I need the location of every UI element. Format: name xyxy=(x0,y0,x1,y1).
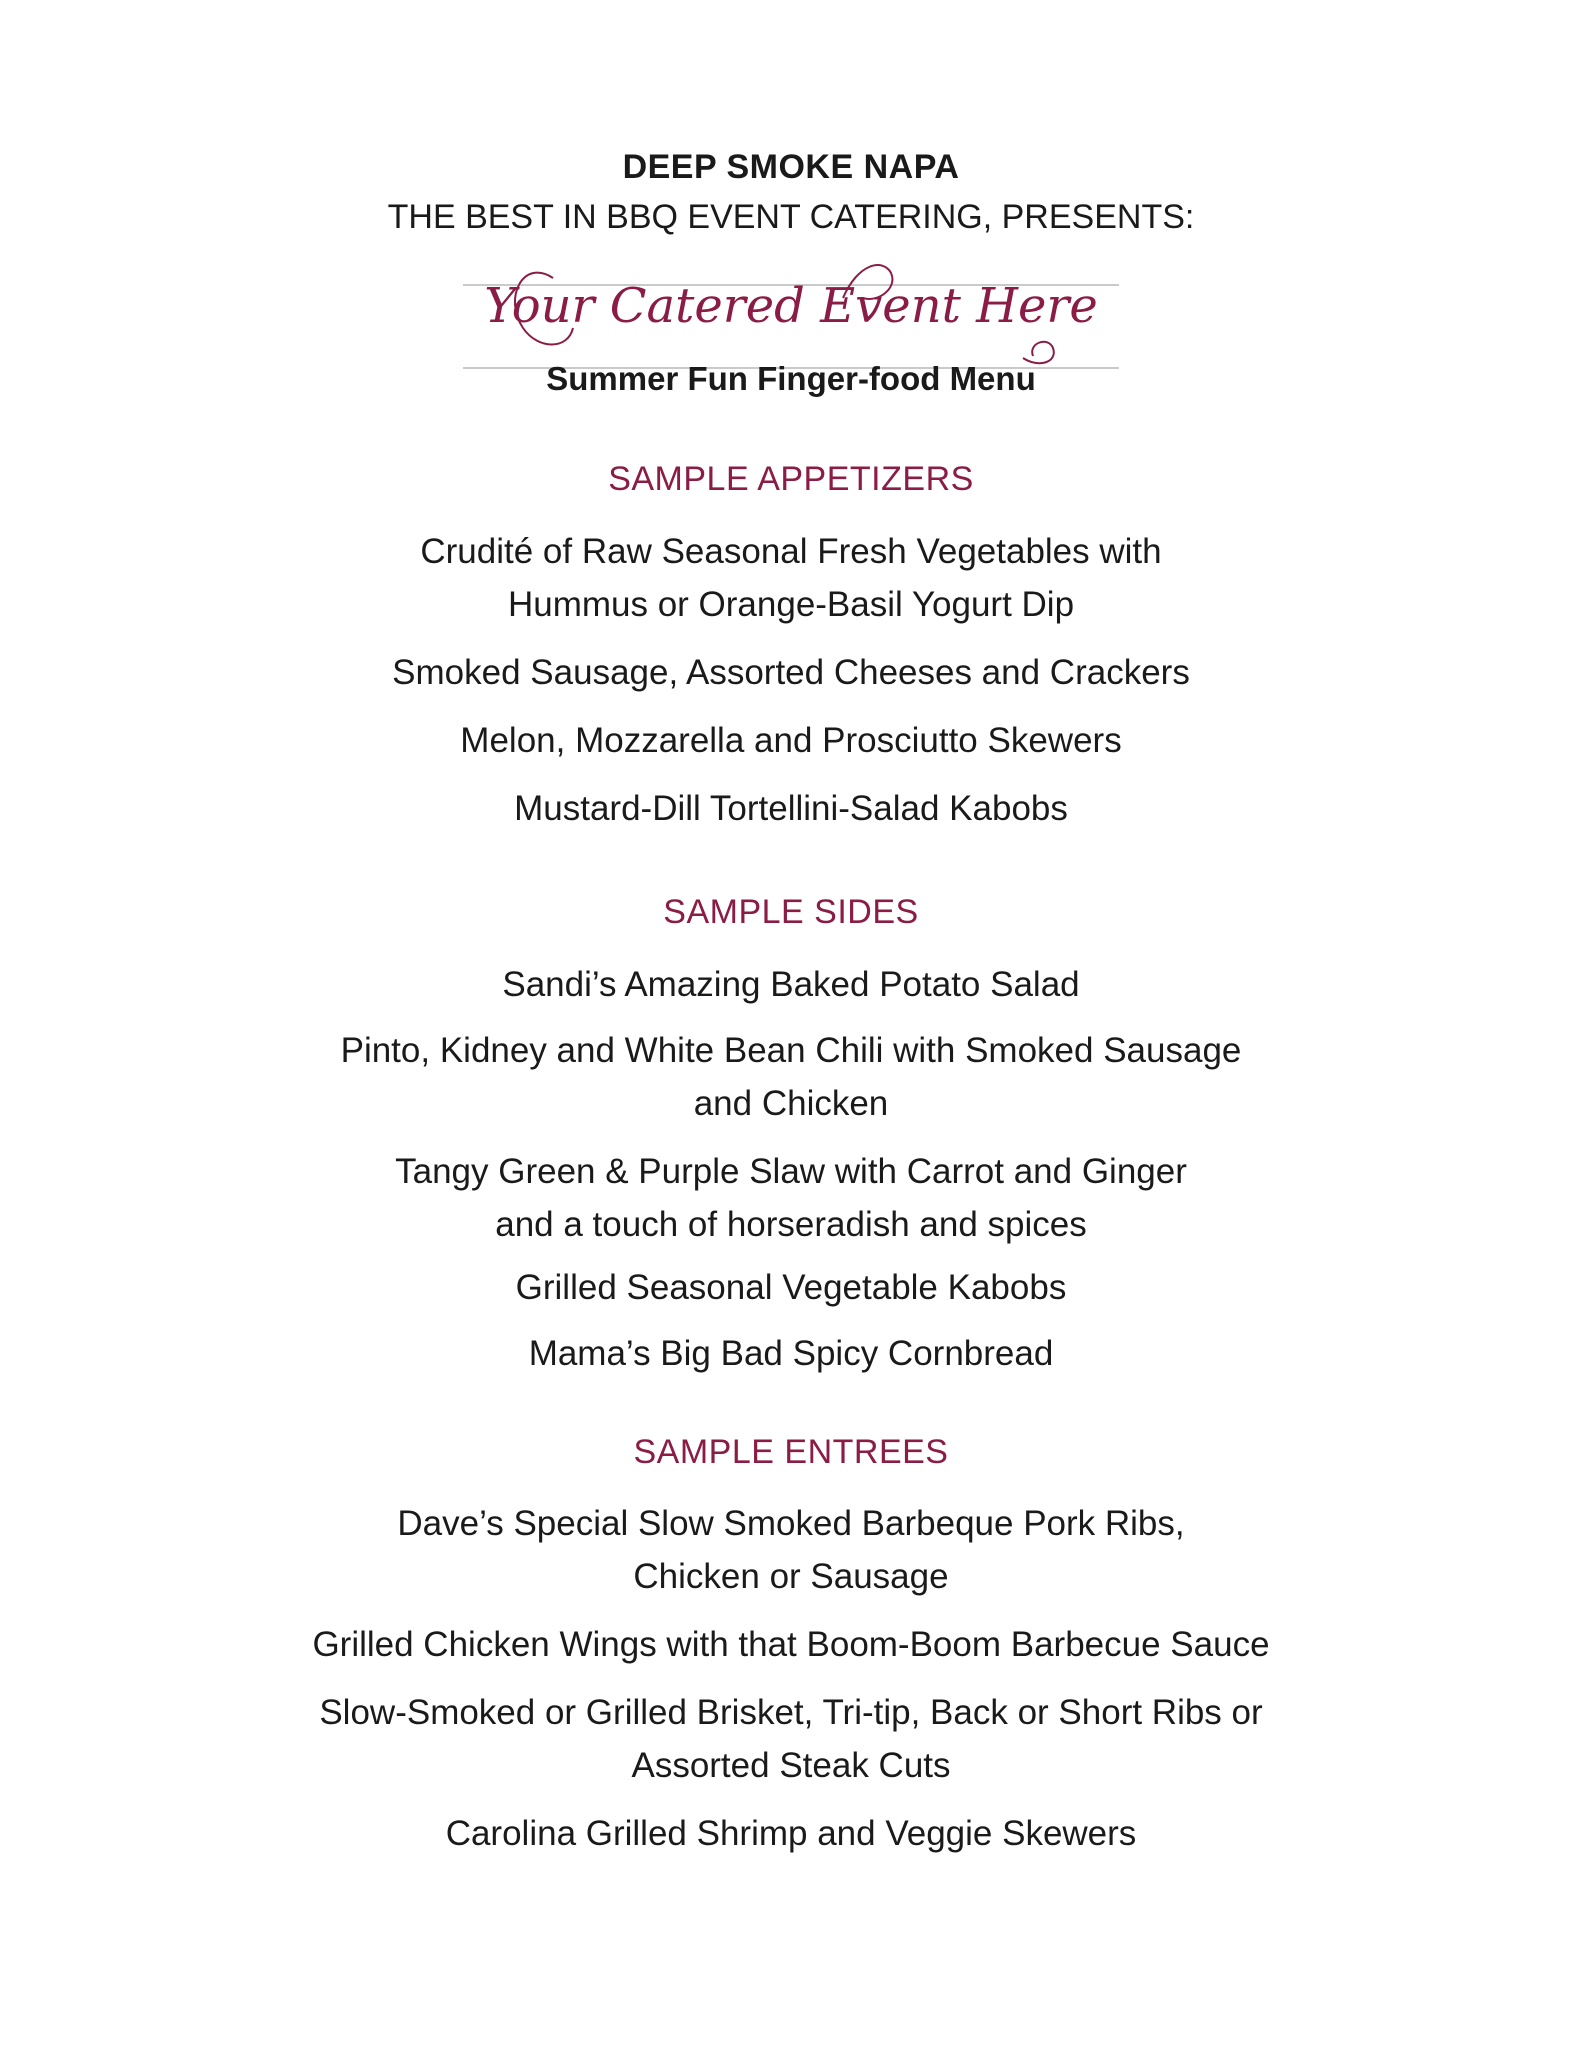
list-item xyxy=(0,646,1582,699)
item-line: Melon, Mozzarella and Prosciutto Skewers xyxy=(460,721,1122,760)
item-line: Grilled Seasonal Vegetable Kabobs xyxy=(515,1268,1067,1307)
item-line: and Chicken xyxy=(693,1084,889,1123)
item-line: Hummus or Orange-Basil Yogurt Dip xyxy=(507,585,1075,624)
event-title: Your Catered Event Here xyxy=(484,278,1098,334)
list-item xyxy=(0,1497,1582,1603)
item-line: Slow-Smoked or Grilled Brisket, Tri-tip, Back or Short Ribs or xyxy=(319,1693,1263,1732)
item-line: Dave’s Special Slow Smoked Barbeque Pork Ribs, xyxy=(397,1504,1185,1543)
list-item xyxy=(0,714,1582,767)
item-line: Pinto, Kidney and White Bean Chili with Smoked Sausage xyxy=(340,1031,1242,1070)
list-item xyxy=(0,958,1582,1011)
item-line: Tangy Green & Purple Slaw with Carrot and Ginger xyxy=(395,1152,1187,1191)
sides-heading: SAMPLE SIDES xyxy=(663,893,919,931)
item-line: Mustard-Dill Tortellini-Salad Kabobs xyxy=(514,789,1068,828)
item-line: Grilled Chicken Wings with that Boom-Boom Barbecue Sauce xyxy=(312,1625,1270,1664)
list-item xyxy=(0,525,1582,631)
list-item xyxy=(0,782,1582,835)
menu-subtitle: Summer Fun Finger-food Menu xyxy=(546,360,1036,397)
item-line: Assorted Steak Cuts xyxy=(631,1746,951,1785)
list-item xyxy=(0,1024,1582,1130)
item-line: Chicken or Sausage xyxy=(633,1557,949,1596)
list-item xyxy=(0,1145,1582,1251)
list-item xyxy=(0,1807,1582,1860)
item-line: Mama’s Big Bad Spicy Cornbread xyxy=(528,1334,1054,1373)
item-line: Carolina Grilled Shrimp and Veggie Skewers xyxy=(445,1814,1137,1853)
item-line: Smoked Sausage, Assorted Cheeses and Crackers xyxy=(392,653,1190,692)
list-item xyxy=(0,1686,1582,1792)
list-item xyxy=(0,1618,1582,1671)
tagline: THE BEST IN BBQ EVENT CATERING, PRESENTS: xyxy=(387,198,1195,236)
company-name: DEEP SMOKE NAPA xyxy=(622,148,960,186)
list-item xyxy=(0,1261,1582,1314)
list-item xyxy=(0,1327,1582,1380)
item-line: Sandi’s Amazing Baked Potato Salad xyxy=(502,965,1080,1004)
item-line: and a touch of horseradish and spices xyxy=(495,1205,1087,1244)
item-line: Crudité of Raw Seasonal Fresh Vegetables with xyxy=(420,532,1162,571)
entrees-heading: SAMPLE ENTREES xyxy=(633,1433,949,1471)
appetizers-heading: SAMPLE APPETIZERS xyxy=(608,460,974,498)
